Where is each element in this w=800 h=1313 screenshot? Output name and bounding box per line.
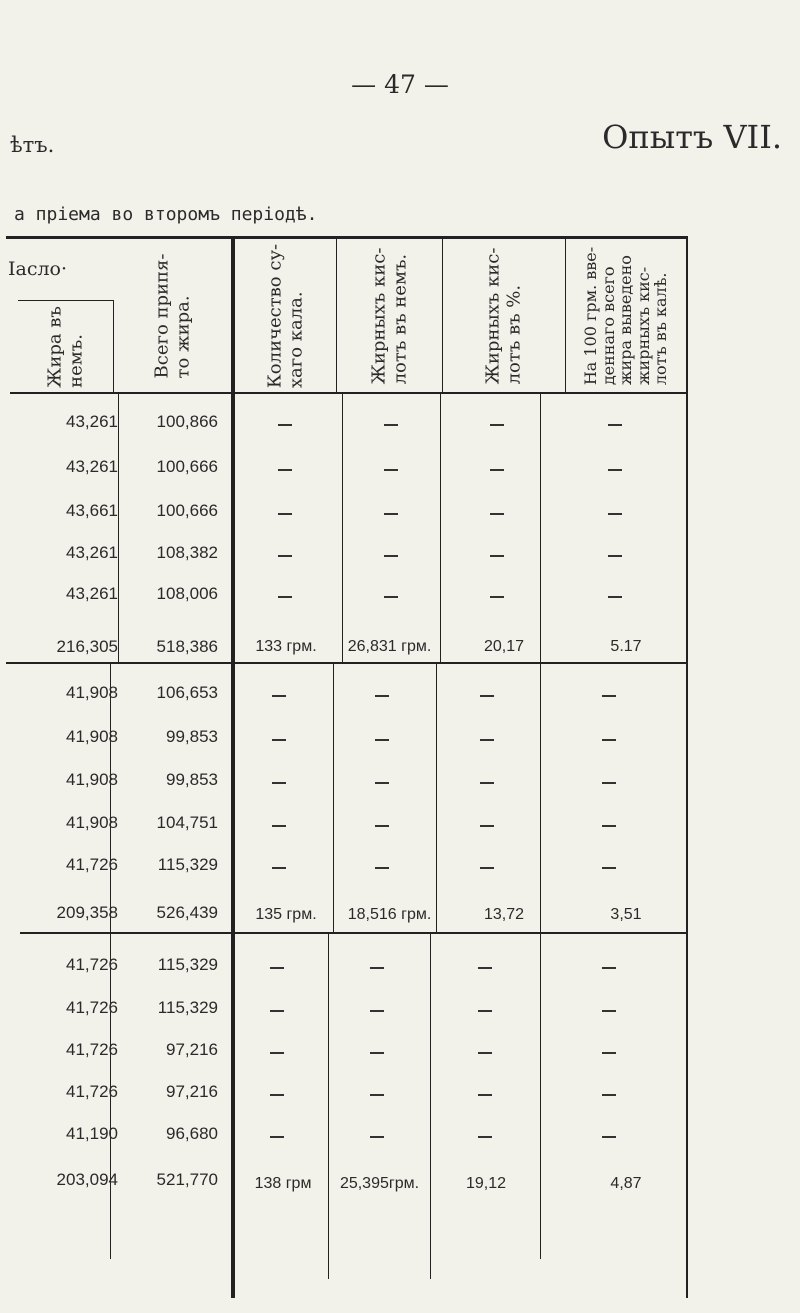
cell-total-fat: 115,329: [157, 998, 218, 1017]
total-fat: 209,358: [56, 903, 118, 922]
cell-fat: 41,190: [66, 1124, 118, 1143]
cell-total-fat: 115,329: [157, 955, 218, 974]
cell-fat: 43,261: [66, 457, 118, 476]
total-intake: 521,770: [156, 1170, 218, 1189]
total-intake: 518,386: [156, 637, 218, 656]
cell-fat: 41,726: [66, 1082, 118, 1101]
cell-fat: 41,726: [66, 855, 118, 874]
cell-fat: 43,261: [66, 543, 118, 562]
cell-fat: 41,726: [66, 998, 118, 1017]
total-fatty-acids: 18,516 грм.: [347, 906, 432, 923]
header-col0-sub: Жира въ немъ.: [43, 306, 86, 388]
total-dry-feces: 135 грм.: [255, 906, 317, 923]
fatty-acids-per-100g: 5.17: [610, 638, 642, 655]
header-col1: Всего припя- то жира.: [150, 253, 193, 379]
total-intake: 526,439: [156, 903, 218, 922]
cell-total-fat: 104,751: [156, 813, 218, 832]
total-fat: 216,305: [56, 637, 118, 656]
total-fatty-acids: 26,831 грм.: [347, 638, 432, 655]
page-number: — 47 —: [351, 70, 449, 99]
total-fatty-acids: 25,395грм.: [339, 1175, 420, 1192]
total-dry-feces: 133 грм.: [255, 638, 317, 655]
cell-total-fat: 115,329: [157, 855, 218, 874]
cell-total-fat: 96,680: [166, 1124, 218, 1143]
cell-fat: 41,726: [66, 1040, 118, 1059]
cell-fat: 43,261: [66, 412, 118, 431]
fatty-acids-percent: 19,12: [465, 1175, 507, 1192]
cell-total-fat: 99,853: [166, 770, 218, 789]
cell-total-fat: 108,006: [156, 584, 218, 603]
cell-fat: 43,261: [66, 584, 118, 603]
total-fat: 203,094: [56, 1170, 118, 1189]
header-col4: Жирныхъ кис- лотъ въ %.: [482, 247, 524, 385]
cell-fat: 41,908: [66, 683, 118, 702]
cell-total-fat: 100,866: [156, 412, 218, 431]
cell-fat: 43,661: [66, 501, 118, 520]
table-subtitle: а пріема во второмъ періодѣ.: [14, 204, 318, 225]
fatty-acids-per-100g: 4,87: [610, 1175, 642, 1192]
cell-total-fat: 97,216: [166, 1040, 218, 1059]
header-col3: Жирныхъ кис- лотъ въ немъ.: [367, 247, 410, 385]
fatty-acids-per-100g: 3,51: [610, 906, 642, 923]
cell-fat: 41,908: [66, 813, 118, 832]
header-col5: На 100 грм. вве- деннаго всего жира выведено жирныхъ кис- лотъ въ калѣ.: [581, 246, 671, 386]
header-col2: Количество су- хаго кала.: [263, 243, 306, 389]
cell-total-fat: 100,666: [156, 501, 218, 520]
cell-total-fat: 97,216: [166, 1082, 218, 1101]
header-col0-top: Іасло·: [8, 258, 68, 280]
cell-total-fat: 99,853: [166, 727, 218, 746]
total-dry-feces: 138 грм: [254, 1175, 312, 1192]
running-head-right: Опытъ VII.: [602, 118, 782, 156]
cell-fat: 41,726: [66, 955, 118, 974]
fatty-acids-percent: 13,72: [483, 906, 525, 923]
cell-total-fat: 108,382: [156, 543, 218, 562]
fatty-acids-percent: 20,17: [483, 638, 525, 655]
cell-fat: 41,908: [66, 770, 118, 789]
cell-total-fat: 100,666: [156, 457, 218, 476]
cell-fat: 41,908: [66, 727, 118, 746]
cell-total-fat: 106,653: [156, 683, 218, 702]
running-head-left: ѣтъ.: [10, 133, 55, 157]
